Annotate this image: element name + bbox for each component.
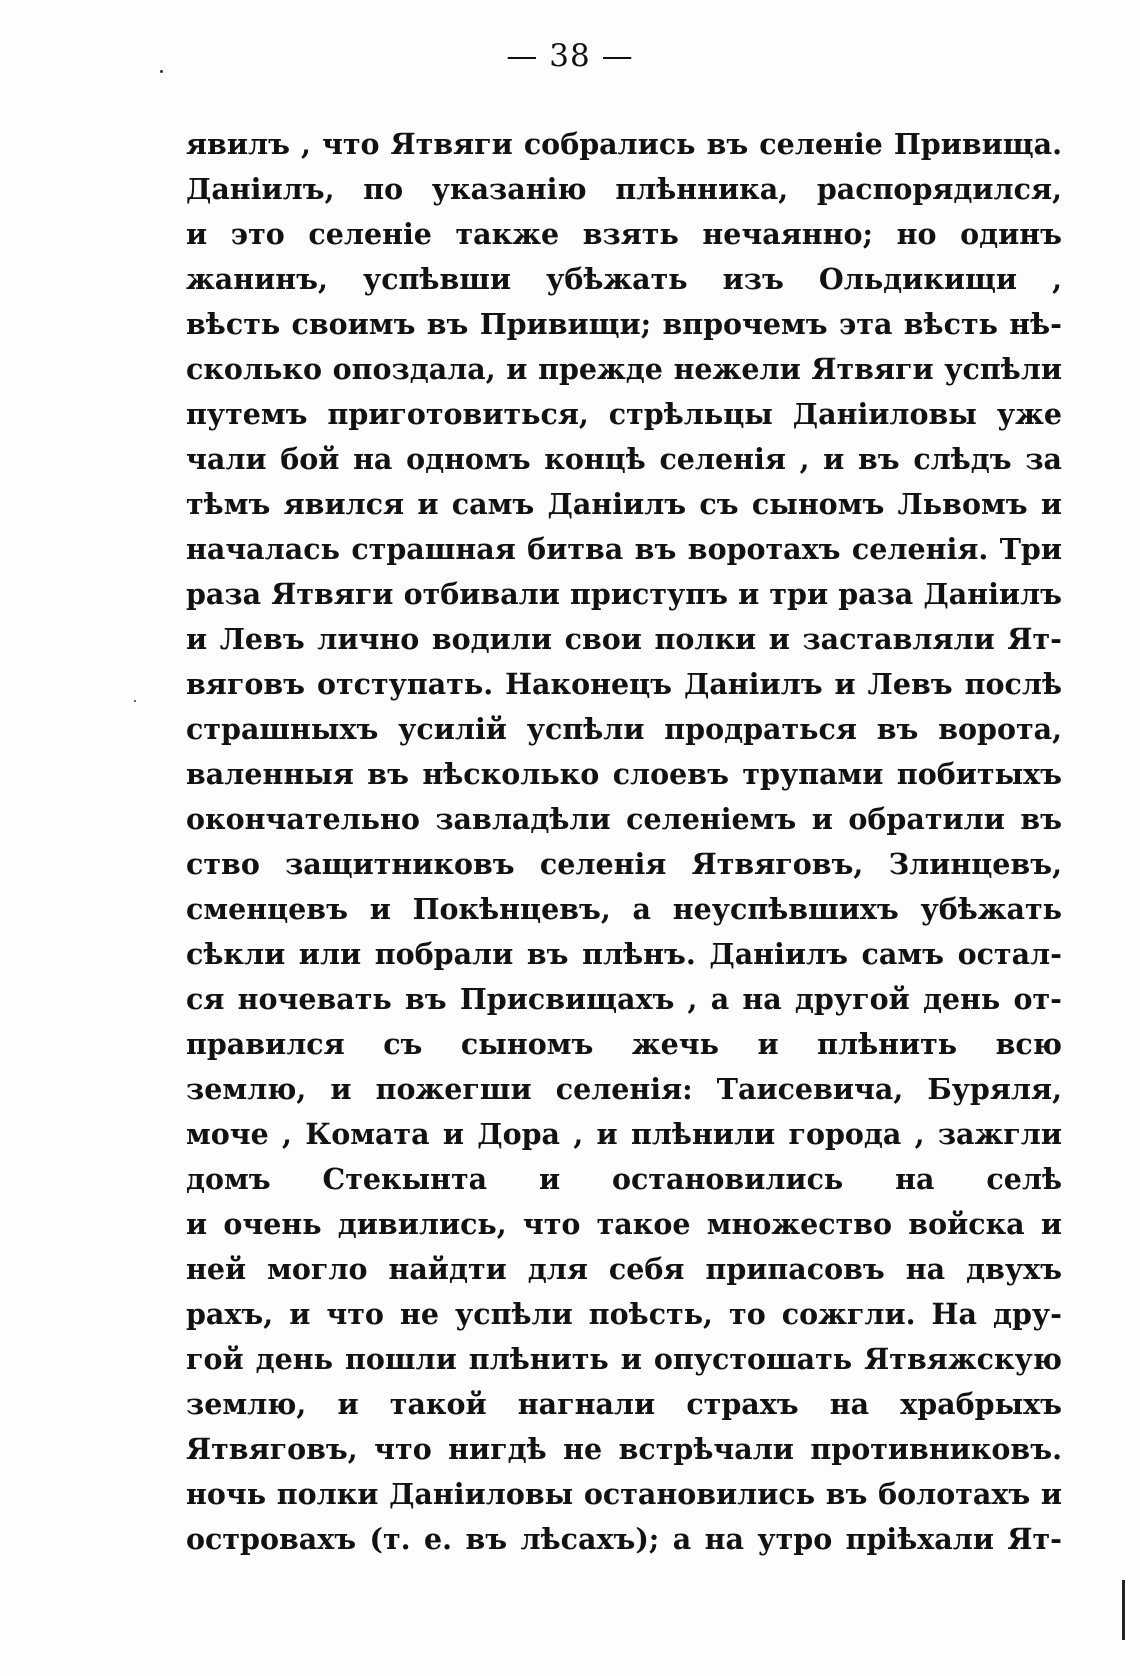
text-line-content: ней могло найдти для себя припасовъ на двухъ <box>186 1252 1062 1286</box>
text-line <box>186 707 1062 752</box>
text-line <box>186 932 1062 977</box>
text-line <box>186 1292 1062 1337</box>
text-line <box>186 752 1062 797</box>
text-line <box>186 1202 1062 1247</box>
text-line-content: землю, и пожегши селенія: Таисевича, Буряля, <box>186 1072 1062 1106</box>
text-line <box>186 887 1062 932</box>
text-line <box>186 122 1062 167</box>
print-speck <box>134 700 136 702</box>
text-line-content: и это селеніе также взять нечаянно; но одинъ <box>186 217 1062 251</box>
body-text <box>186 122 1062 1562</box>
text-line-content: правился съ сыномъ жечь и плѣнить всю <box>186 1027 1062 1061</box>
text-line-content: моче , Комата и Дора , и плѣнили города , зажгли <box>186 1117 1062 1151</box>
text-line-content: домъ Стекынта и остановились на селѣ <box>186 1162 1062 1196</box>
page-edge-mark <box>1122 1580 1125 1640</box>
text-line <box>186 1337 1062 1382</box>
text-line-content: явилъ , что Ятвяги собрались въ селеніе Привища. <box>186 127 1062 161</box>
text-line-content: ство защитниковъ селенія Ятвяговъ, Злинцевъ, <box>186 847 1062 881</box>
text-line <box>186 977 1062 1022</box>
text-line <box>186 167 1062 212</box>
text-line-content: жанинъ, успѣвши убѣжать изъ Ольдикищи , <box>186 262 1062 296</box>
text-line <box>186 842 1062 887</box>
text-line-content: и очень дивились, что такое множество войска и <box>186 1207 1062 1241</box>
text-line <box>186 1427 1062 1472</box>
text-line <box>186 482 1062 527</box>
print-speck <box>160 70 163 73</box>
text-line <box>186 1517 1062 1562</box>
text-line-content: валенныя въ нѣсколько слоевъ трупами побитыхъ <box>186 757 1062 791</box>
text-line <box>186 347 1062 392</box>
text-line-content: тѣмъ явился и самъ Даніилъ съ сыномъ Львомъ и <box>186 487 1062 521</box>
text-line <box>186 437 1062 482</box>
text-line <box>186 392 1062 437</box>
text-line-content: рахъ, и что не успѣли поѣсть, то сожгли. На дру- <box>186 1297 1062 1331</box>
text-line <box>186 1022 1062 1067</box>
page-number: — 38 — <box>506 38 634 74</box>
text-line-content: Даніилъ, по указанію плѣнника, распорядился, <box>186 172 1062 206</box>
text-line-content: ночь полки Даніиловы остановились въ болотахъ и <box>186 1477 1062 1511</box>
text-line-content: сѣкли или побрали въ плѣнъ. Даніилъ самъ остал- <box>186 937 1062 971</box>
text-line-content: сколько опоздала, и прежде нежели Ятвяги успѣли <box>186 352 1062 386</box>
text-line <box>186 527 1062 572</box>
text-line <box>186 1247 1062 1292</box>
text-line-content: чали бой на одномъ концѣ селенія , и въ слѣдъ за <box>186 442 1062 476</box>
text-line-content: и Левъ лично водили свои полки и заставляли Ят- <box>186 622 1062 656</box>
text-line <box>186 257 1062 302</box>
text-line-content: землю, и такой нагнали страхъ на храбрыхъ <box>186 1387 1062 1421</box>
text-line-content: путемъ приготовиться, стрѣльцы Даніиловы уже <box>186 397 1062 431</box>
text-line-content: вѣсть своимъ въ Привищи; впрочемъ эта вѣсть нѣ- <box>186 307 1062 341</box>
text-line <box>186 662 1062 707</box>
text-line-content: окончательно завладѣли селеніемъ и обратили въ <box>186 802 1062 836</box>
text-line-content: началась страшная битва въ воротахъ селенія. Три <box>186 532 1062 566</box>
text-line-content: Ятвяговъ, что нигдѣ не встрѣчали противниковъ. <box>186 1432 1062 1466</box>
text-line-content: раза Ятвяги отбивали приступъ и три раза Даніилъ <box>186 577 1062 611</box>
text-line-content: вяговъ отступать. Наконецъ Даніилъ и Левъ послѣ <box>186 667 1062 701</box>
text-line <box>186 797 1062 842</box>
text-line <box>186 572 1062 617</box>
text-line <box>186 1067 1062 1112</box>
text-line <box>186 302 1062 347</box>
text-line-content: гой день пошли плѣнить и опустошать Ятвяжскую <box>186 1342 1062 1376</box>
text-line-content: ся ночевать въ Присвищахъ , а на другой день от- <box>186 982 1062 1016</box>
text-line <box>186 1472 1062 1517</box>
text-line <box>186 1382 1062 1427</box>
text-line <box>186 1157 1062 1202</box>
text-line <box>186 1112 1062 1157</box>
text-line <box>186 617 1062 662</box>
text-line-content: островахъ (т. е. въ лѣсахъ); а на утро пріѣхали Ят- <box>186 1522 1062 1556</box>
text-line-content: сменцевъ и Покѣнцевъ, а неуспѣвшихъ убѣжать <box>186 892 1062 926</box>
text-line-content: страшныхъ усилій успѣли продраться въ ворота, <box>186 712 1062 746</box>
text-line <box>186 212 1062 257</box>
